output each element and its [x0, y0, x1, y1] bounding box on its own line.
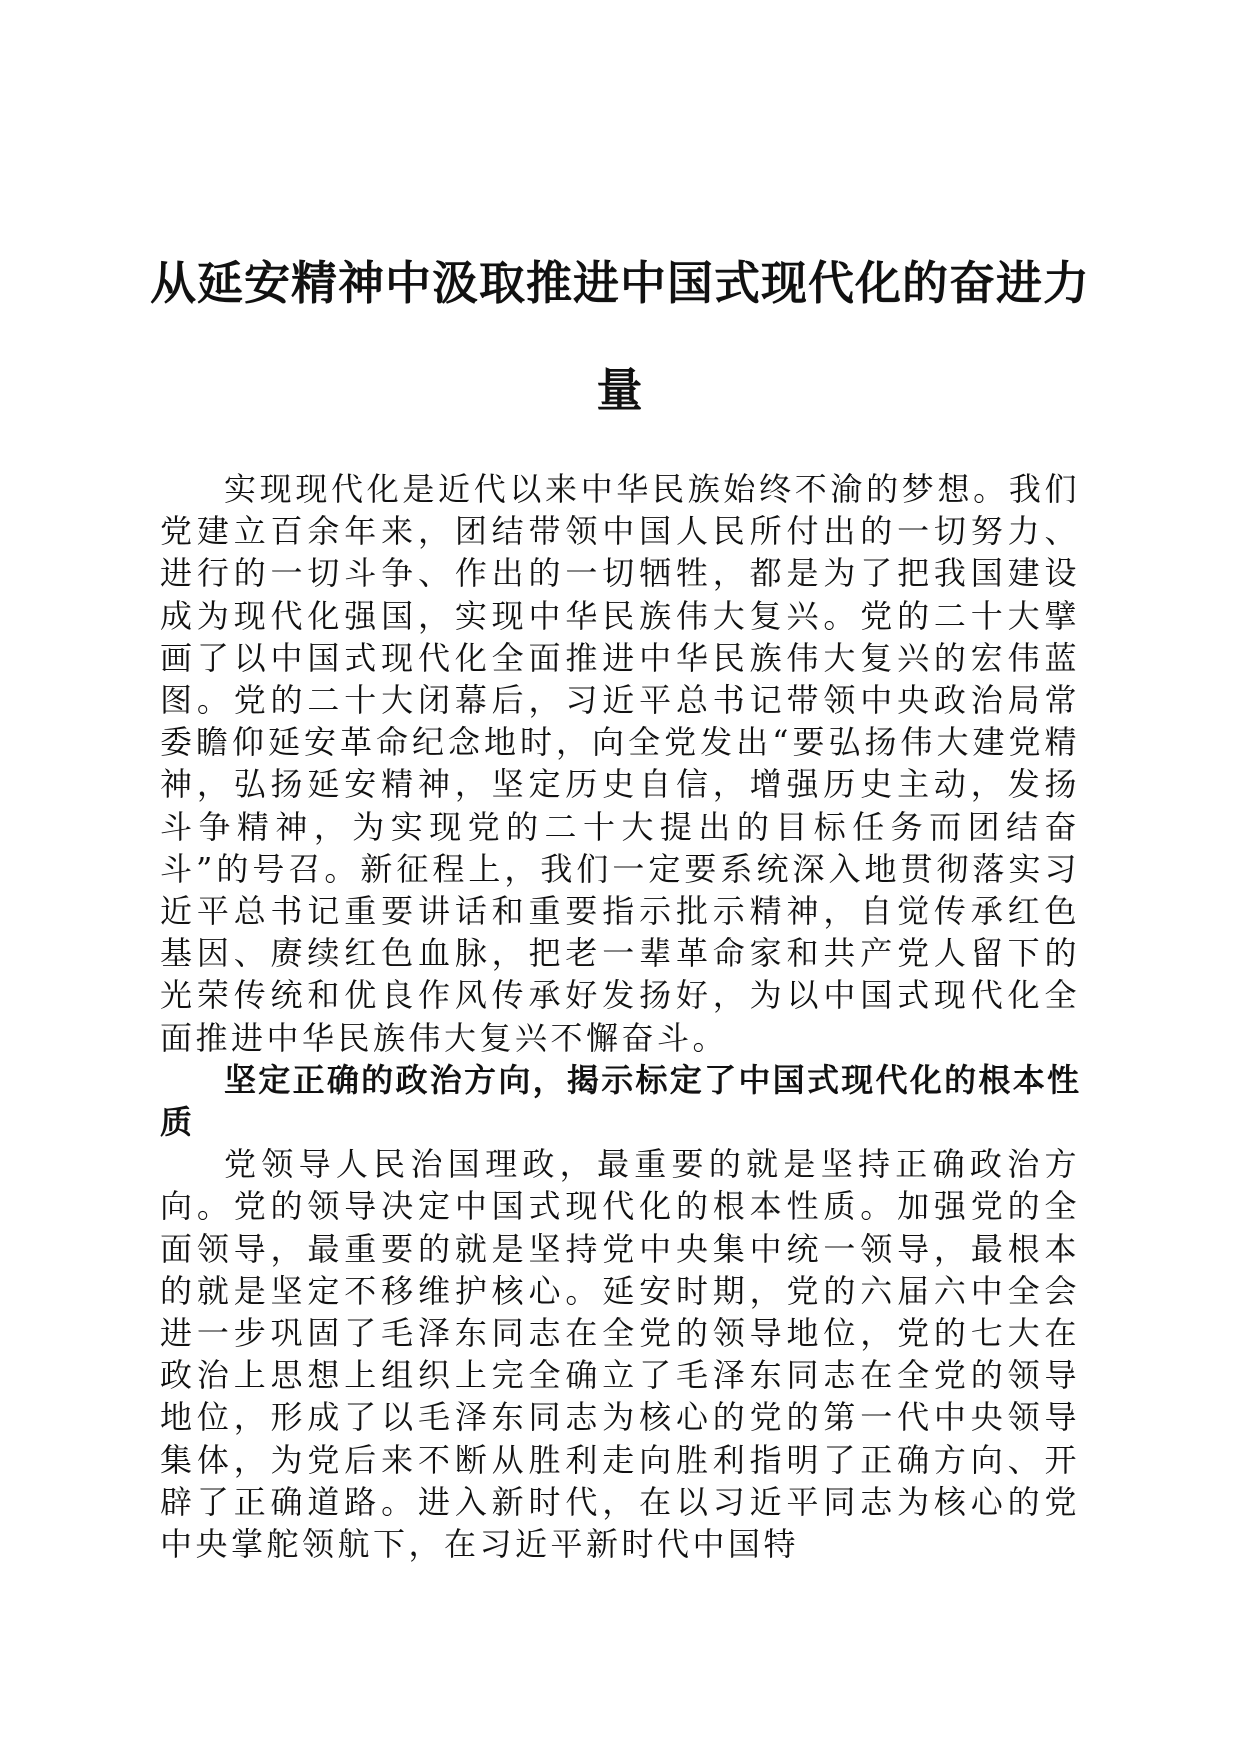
- document-body: [160, 468, 1080, 1565]
- section-heading-1: 坚定正确的政治方向，揭示标定了中国式现代化的根本性质: [160, 1060, 1080, 1142]
- paragraph-section-1: 党领导人民治国理政，最重要的就是坚持正确政治方向。党的领导决定中国式现代化的根本性质。加强党的全面领导，最重要的就是坚持党中央集中统一领导，最根本的就是坚定不移维护核心。延安时期，党的六届六中全会进一步巩固了毛泽东同志在全党的领导地位，党的七大在政治上思想上组织上完全确立了毛泽东同志在全党的领导地位，形成了以毛泽东同志为核心的党的第一代中央领导集体，为党后来不断从胜利走向胜利指明了正确方向、开辟了正确道路。进入新时代，在以习近平同志为核心的党中央掌舵领航下，在习近平新时代中国特: [160, 1145, 1080, 1564]
- paragraph-intro: 实现现代化是近代以来中华民族始终不渝的梦想。我们党建立百余年来，团结带领中国人民所付出的一切努力、进行的一切斗争、作出的一切牺牲，都是为了把我国建设成为现代化强国，实现中华民族伟大复兴。党的二十大擘画了以中国式现代化全面推进中华民族伟大复兴的宏伟蓝图。党的二十大闭幕后，习近平总书记带领中央政治局常委瞻仰延安革命纪念地时，向全党发出“要弘扬伟大建党精神，弘扬延安精神，坚定历史自信，增强历史主动，发扬斗争精神，为实现党的二十大提出的目标任务而团结奋斗”的号召。新征程上，我们一定要系统深入地贯彻落实习近平总书记重要讲话和重要指示批示精神，自觉传承红色基因、赓续红色血脉，把老一辈革命家和共产党人留下的光荣传统和优良作风传承好发扬好，为以中国式现代化全面推进中华民族伟大复兴不懈奋斗。: [160, 470, 1080, 1057]
- document-title: 从延安精神中汲取推进中国式现代化的奋进力量: [150, 256, 1090, 417]
